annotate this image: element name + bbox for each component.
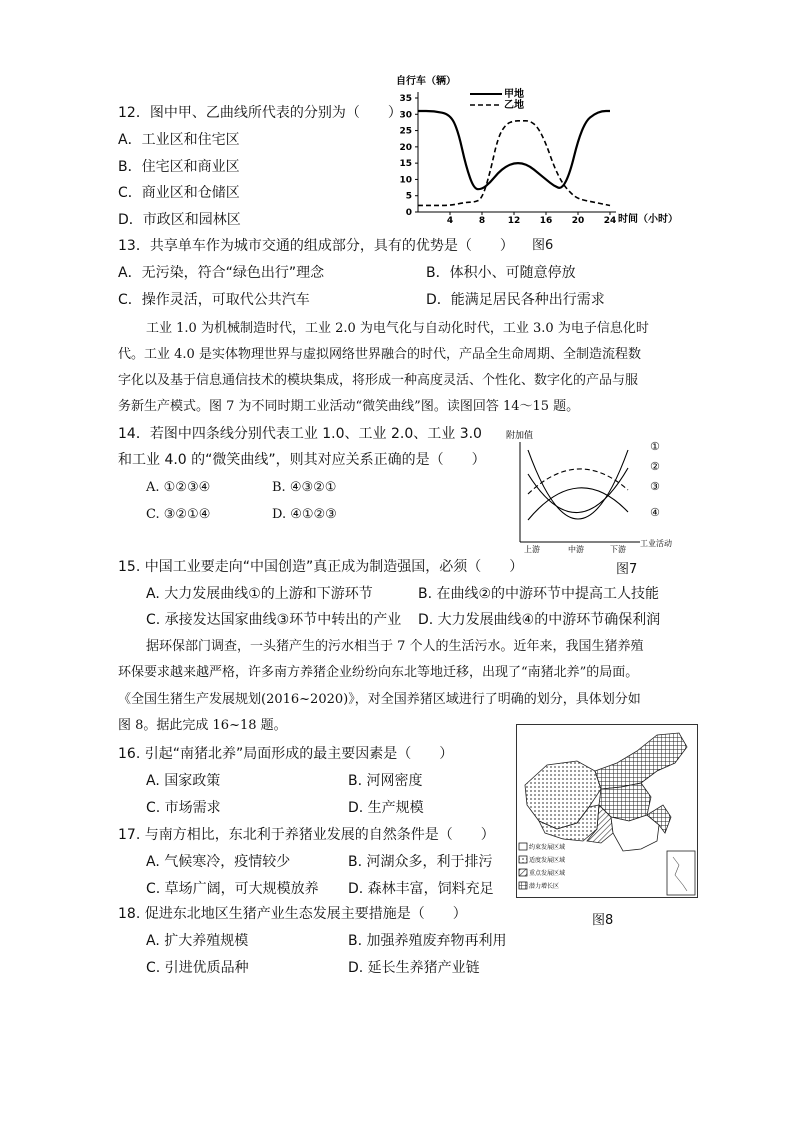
legend-swatch-potential <box>519 882 527 889</box>
map-region-south <box>611 815 659 851</box>
q17-option-c: C. 草场广阔，可大规模放养 <box>146 881 319 897</box>
fig7-x-cat-upstream: 上游 <box>524 545 540 554</box>
fig7-curve-label-3: ③ <box>650 480 660 493</box>
q13-option-a: A．无污染，符合“绿色出行”理念 <box>118 265 325 281</box>
q14-option-b: B. ④③②① <box>272 480 337 495</box>
legend-label-constrained: 约束发展区域 <box>529 844 566 851</box>
passage1-line-2: 代。工业 4.0 是实体物理世界与虚拟网络世界融合的时代，产品全生命周期、全制造流程数 <box>118 347 641 362</box>
fig6-y-tick-label: 30 <box>399 110 412 121</box>
q15-option-a: A. 大力发展曲线①的上游和下游环节 <box>146 586 373 602</box>
q16-option-a: A. 国家政策 <box>146 773 221 789</box>
q16-option-d: D. 生产规模 <box>348 800 424 816</box>
q16-option-c: C. 市场需求 <box>146 800 221 816</box>
fig7-curve-label-4: ④ <box>650 506 660 519</box>
fig6-x-tick-label: 24 <box>603 216 617 226</box>
fig7-y-axis-label: 附加值 <box>506 431 534 441</box>
figure-8-caption: 图8 <box>592 913 614 928</box>
fig7-curve-label-1: ① <box>650 440 660 453</box>
passage1-line-3: 字化以及基于信息通信技术的模块集成，将形成一种高度灵活、个性化、数字化的产品与服 <box>118 373 639 388</box>
q13-option-d: D．能满足居民各种出行需求 <box>426 292 605 308</box>
q15-option-d: D. 大力发展曲线④的中游环节确保利润 <box>418 612 661 628</box>
fig6-y-tick-label: 0 <box>405 208 412 218</box>
figure-7-smile-curves <box>500 428 686 556</box>
fig7-x-axis-label: 工业活动 <box>640 539 672 548</box>
q12-option-b: B．住宅区和商业区 <box>118 159 240 175</box>
fig6-x-tick-label: 20 <box>571 216 585 226</box>
fig7-curve-4 <box>528 488 628 520</box>
q16-option-b: B. 河网密度 <box>348 773 423 789</box>
map-region-north <box>595 733 687 789</box>
passage2-line-3: 《全国生猪生产发展规划(2016~2020)》，对全国养猪区域进行了明确的划分，具体划分如 <box>118 692 641 707</box>
fig6-y-tick-label: 20 <box>399 142 412 153</box>
legend-label-jia: 甲地 <box>504 89 524 100</box>
q12-option-a: A．工业区和住宅区 <box>118 132 240 148</box>
q18-option-a: A. 扩大养殖规模 <box>146 933 249 949</box>
fig6-x-tick-label: 8 <box>478 216 486 226</box>
q17-stem: 17. 与南方相比，东北利于养猪业发展的自然条件是（ ） <box>118 827 495 843</box>
passage2-line-2: 环保要求越来越严格，许多南方养猪企业纷纷向东北等地迁移，出现了“南猪北养”的局面。 <box>118 665 639 680</box>
fig7-x-cat-downstream: 下游 <box>610 545 626 554</box>
fig6-y-axis-label: 自行车（辆） <box>396 76 456 87</box>
q14-stem-line-1: 14．若图中四条线分别代表工业 1.0、工业 2.0、工业 3.0 <box>118 426 482 442</box>
q12-option-c: C．商业区和仓储区 <box>118 185 240 201</box>
figure-6-caption: 图6 <box>532 238 554 253</box>
q17-option-a: A. 气候寒冷，疫情较少 <box>146 854 291 870</box>
legend-swatch-moderate <box>519 856 527 863</box>
fig6-x-tick-label: 4 <box>446 216 454 226</box>
q14-option-d: D. ④①②③ <box>272 507 337 522</box>
fig6-x-tick-label: 12 <box>507 216 521 226</box>
fig6-x-axis-label: 时间（小时） <box>618 214 678 225</box>
figure-7-caption: 图7 <box>616 562 638 577</box>
q15-option-c: C. 承接发达国家曲线③环节中转出的产业 <box>146 612 402 628</box>
fig7-curve-label-2: ② <box>650 460 660 473</box>
q18-option-c: C. 引进优质品种 <box>146 960 249 976</box>
fig6-y-tick-label: 15 <box>399 159 412 170</box>
q12-option-d: D．市政区和园林区 <box>118 212 241 228</box>
q17-option-d: D. 森林丰富，饲料充足 <box>348 881 494 897</box>
q15-stem: 15. 中国工业要走向“中国创造”真正成为制造强国，必须（ ） <box>118 559 524 575</box>
q18-stem: 18. 促进东北地区生猪产业生态发展主要措施是（ ） <box>118 906 467 922</box>
passage1-line-4: 务新生产模式。图 7 为不同时期工业活动“微笑曲线”图。读图回答 14～15 题。 <box>118 399 580 414</box>
q13-option-c: C．操作灵活，可取代公共汽车 <box>118 292 310 308</box>
passage1-line-1: 工业 1.0 为机械制造时代，工业 2.0 为电气化与自动化时代，工业 3.0 为电子信息化时 <box>146 321 649 336</box>
map-inset-box <box>667 851 695 895</box>
q14-stem-line-2: 和工业 4.0 的“微笑曲线”，则其对应关系正确的是（ ） <box>118 452 486 468</box>
q16-stem: 16. 引起“南猪北养”局面形成的最主要因素是（ ） <box>118 746 454 762</box>
fig7-curve-1 <box>528 450 628 519</box>
fig6-x-tick-label: 16 <box>539 216 553 226</box>
fig6-y-tick-label: 35 <box>399 94 412 104</box>
q15-option-b: B. 在曲线②的中游环节中提高工人技能 <box>418 586 660 602</box>
figure-8-pig-region-map <box>516 724 698 898</box>
passage2-line-4: 图 8。据此完成 16~18 题。 <box>118 718 287 733</box>
passage2-line-1: 据环保部门调查，一头猪产生的污水相当于 7 个人的生活污水。近年来，我国生猪养殖 <box>146 639 644 654</box>
legend-swatch-key <box>519 869 527 876</box>
figure-6-line-chart <box>390 72 678 232</box>
legend-label-potential: 潜力增长区 <box>529 883 560 890</box>
legend-label-yi: 乙地 <box>504 100 524 111</box>
fig6-y-tick-label: 10 <box>399 175 412 186</box>
fig7-curve-2 <box>528 468 628 513</box>
q13-stem: 13．共享单车作为城市交通的组成部分，具有的优势是（ ） <box>118 238 514 254</box>
legend-label-moderate: 适度发展区域 <box>529 857 566 864</box>
legend-label-key: 重点发展区域 <box>529 870 566 877</box>
q14-option-c: C. ③②①④ <box>146 507 211 522</box>
q17-option-b: B. 河湖众多，利于排污 <box>348 854 493 870</box>
china-map-graphic <box>517 725 697 897</box>
q18-option-d: D. 延长生养猪产业链 <box>348 960 480 976</box>
fig6-y-tick-label: 5 <box>405 191 412 202</box>
fig6-y-tick-label: 25 <box>399 126 412 137</box>
fig7-x-cat-midstream: 中游 <box>568 545 584 554</box>
q14-option-a: A. ①②③④ <box>146 480 211 495</box>
q18-option-b: B. 加强养殖废弃物再利用 <box>348 933 507 949</box>
legend-swatch-constrained <box>519 843 527 850</box>
fig6-series-jia <box>418 111 610 189</box>
q13-option-b: B．体积小、可随意停放 <box>426 265 576 281</box>
q12-stem: 12．图中甲、乙曲线所代表的分别为（ ） <box>118 105 402 121</box>
